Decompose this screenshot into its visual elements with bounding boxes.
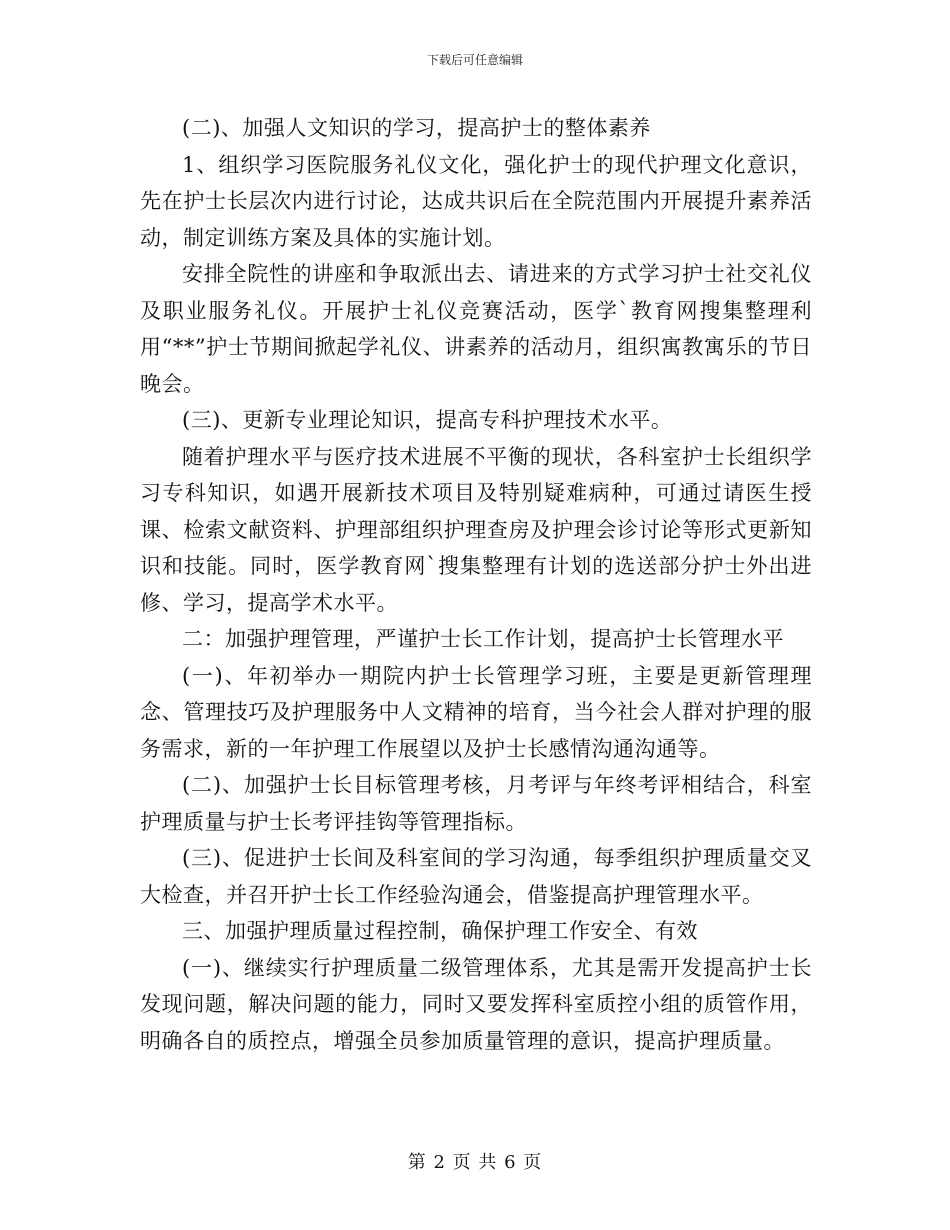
header-note: 下载后可任意编辑 xyxy=(426,53,523,67)
body-paragraph: 安排全院性的讲座和争取派出去、请进来的方式学习护士社交礼仪及职业服务礼仪。开展护士礼仪竞赛活动，医学`教育网搜集整理利用“**”护士节期间掀起学礼仪、讲素养的活动月，组织寓教寓乐的节日晚会。 xyxy=(140,262,812,396)
section-heading: (二)、加强人文知识的学习，提高护士的整体素养 xyxy=(182,116,651,140)
section-heading: 二：加强护理管理，严谨护士长工作计划，提高护士长管理水平 xyxy=(182,627,784,651)
section-heading: (三)、更新专业理论知识，提高专科护理技术水平。 xyxy=(182,408,673,432)
body-paragraph: (一)、继续实行护理质量二级管理体系，尤其是需开发提高护士长发现问题，解决问题的能力，同时又要发挥科室质控小组的质管作用，明确各自的质控点，增强全员参加质量管理的意识，提高护理质量。 xyxy=(140,955,812,1053)
body-paragraph: (三)、促进护士长间及科室间的学习沟通，每季组织护理质量交叉大检查，并召开护士长工作经验沟通会，借鉴提高护理管理水平。 xyxy=(140,846,812,907)
body-paragraph: (一)、年初举办一期院内护士长管理学习班，主要是更新管理理念、管理技巧及护理服务中人文精神的培育，当今社会人群对护理的服务需求，新的一年护理工作展望以及护士长感情沟通沟通等。 xyxy=(140,663,812,761)
document-body xyxy=(140,110,812,1059)
page-number-footer: 第 2 页 共 6 页 xyxy=(407,1152,543,1173)
section-heading: 三、加强护理质量过程控制，确保护理工作安全、有效 xyxy=(182,919,698,943)
body-paragraph: 1、组织学习医院服务礼仪文化，强化护士的现代护理文化意识，先在护士长层次内进行讨论，达成共识后在全院范围内开展提升素养活动，制定训练方案及具体的实施计划。 xyxy=(140,152,812,250)
body-paragraph: (二)、加强护士长目标管理考核，月考评与年终考评相结合，科室护理质量与护士长考评挂钩等管理指标。 xyxy=(140,773,812,834)
body-paragraph: 随着护理水平与医疗技术进展不平衡的现状，各科室护士长组织学习专科知识，如遇开展新技术项目及特别疑难病种，可通过请医生授课、检索文献资料、护理部组织护理查房及护理会诊讨论等形式更新知识和技能。同时，医学教育网`搜集整理有计划的选送部分护士外出进修、学习，提高学术水平。 xyxy=(140,444,812,615)
